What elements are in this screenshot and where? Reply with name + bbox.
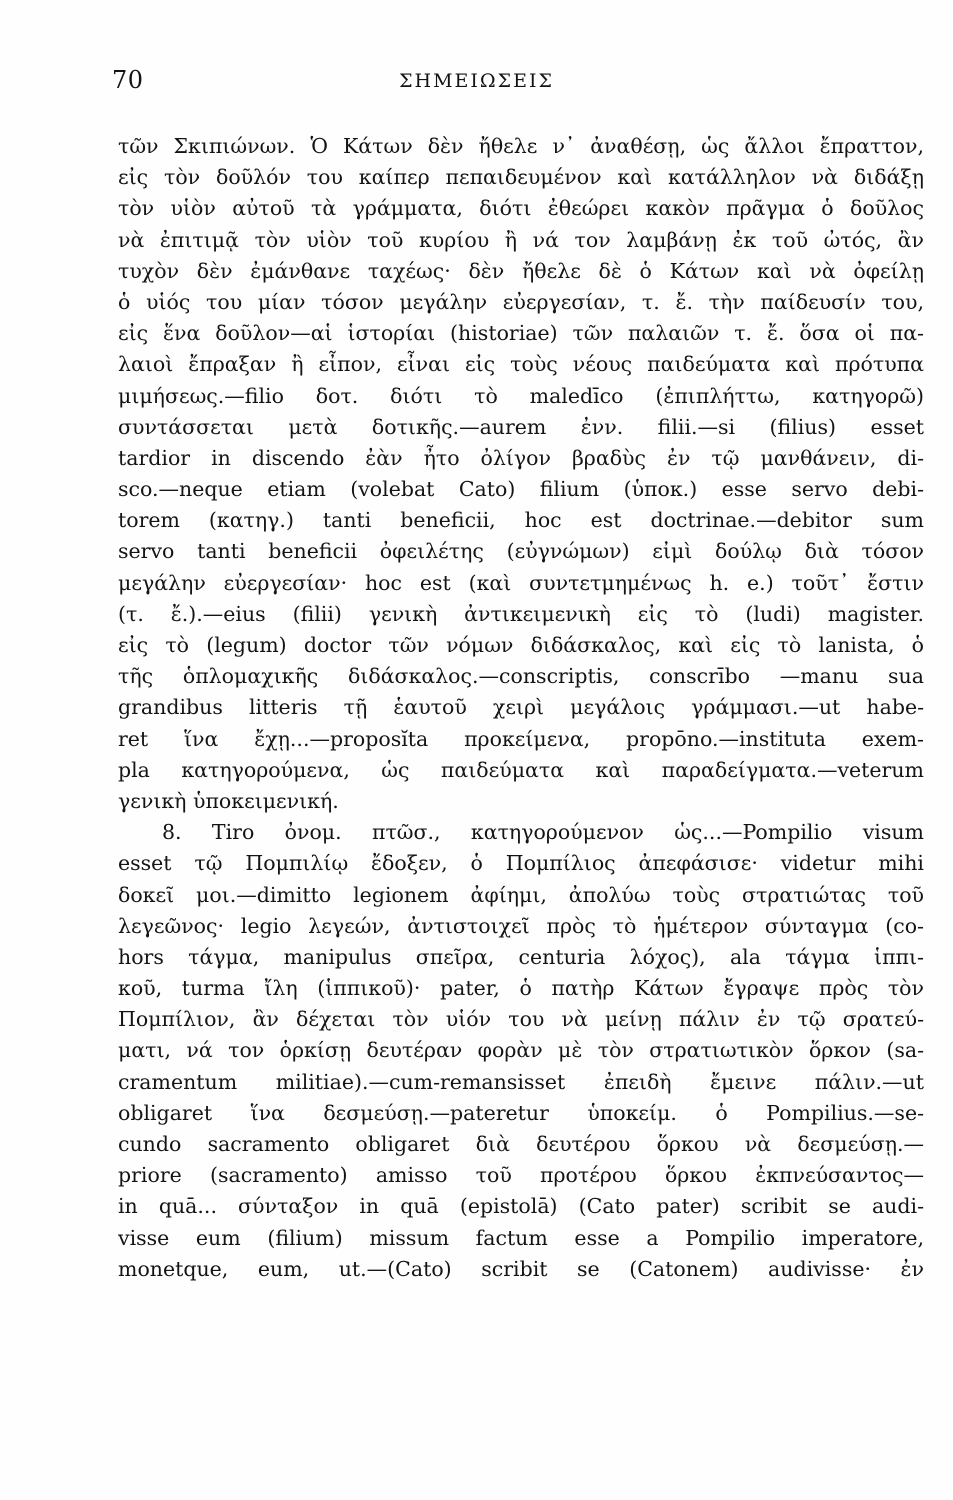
text-line: τυχὸν δὲν ἐμάνθανε ταχέως· δὲν ἤθελε δὲ ὁ Κάτων καὶ νὰ ὀφείλῃ xyxy=(118,258,924,283)
text-line: visse eum (filium) missum factum esse a Pompilio imperatore, xyxy=(118,1225,924,1250)
text-line: grandibus litteris τῇ ἑαυτοῦ χειρὶ μεγάλοις γράμμασι.—ut habe- xyxy=(118,695,924,720)
notes-body xyxy=(118,131,924,1285)
text-line: torem (κατηγ.) tanti beneficii, hoc est doctrinae.—debitor sum xyxy=(118,508,924,533)
text-line: τῆς ὁπλομαχικῆς διδάσκαλος.—conscriptis, conscrībo —manu sua xyxy=(118,664,924,689)
text-line: μεγάλην εὐεργεσίαν· hoc est (καὶ συντετμημένως h. e.) τοῦτ᾽ ἔστιν xyxy=(118,570,924,595)
text-line: hors τάγμα, manipulus σπεῖρα, centuria λόχος), ala τάγμα ἱππι- xyxy=(118,944,924,969)
text-line: cramentum militiae).—cum-remansisset ἐπειδὴ ἔμεινε πάλιν.—ut xyxy=(118,1069,924,1094)
text-line: servo tanti beneficii ὀφειλέτης (εὐγνώμων) εἰμὶ δούλῳ διὰ τόσον xyxy=(118,539,924,564)
text-line: εἰς τὸν δοῦλόν του καίπερ πεπαιδευμένον καὶ κατάλληλον νὰ διδάξῃ xyxy=(118,165,924,190)
text-line: συντάσσεται μετὰ δοτικῆς.—aurem ἐνν. filii.—si (filius) esset xyxy=(118,414,924,439)
text-line: pla κατηγορούμενα, ὡς παιδεύματα καὶ παραδείγματα.—veterum xyxy=(118,757,924,782)
text-line: τὸν υἱὸν αὐτοῦ τὰ γράμματα, διότι ἐθεώρει κακὸν πρᾶγμα ὁ δοῦλος xyxy=(118,196,924,221)
text-line: εἰς ἕνα δοῦλον—αἱ ἱστορίαι (historiae) τῶν παλαιῶν τ. ἔ. ὅσα οἱ πα- xyxy=(118,321,924,346)
text-line: cundo sacramento obligaret διὰ δευτέρου ὅρκου νὰ δεσμεύσῃ.— xyxy=(118,1132,924,1156)
text-line: δοκεῖ μοι.—dimitto legionem ἀφίημι, ἀπολύω τοὺς στρατιώτας τοῦ xyxy=(118,882,924,907)
text-line: ret ἵνα ἔχῃ...—proposĭta προκείμενα, propōno.—instituta exem- xyxy=(118,726,924,751)
text-line: obligaret ἵνα δεσμεύσῃ.—pateretur ὑποκείμ. ὁ Pompilius.—se- xyxy=(118,1100,924,1125)
text-line: monetque, eum, ut.—(Cato) scribit se (Catonem) audivisse· ἐν xyxy=(118,1256,924,1281)
text-line: μιμήσεως.—filio δοτ. διότι τὸ maledīco (ἐπιπλήττω, κατηγορῶ) xyxy=(118,383,924,408)
page-number: 70 xyxy=(112,66,144,94)
text-line: κοῦ, turma ἴλη (ἱππικοῦ)· pater, ὁ πατὴρ Κάτων ἔγραψε πρὸς τὸν xyxy=(118,976,924,1001)
running-head xyxy=(0,62,953,102)
paragraph-start-line: 8. Tiro ὀνομ. πτῶσ., κατηγορούμενον ὡς...—Pompilio visum xyxy=(162,820,924,845)
text-line: εἰς τὸ (legum) doctor τῶν νόμων διδάσκαλος, καὶ εἰς τὸ lanista, ὁ xyxy=(118,633,924,657)
text-line: λεγεῶνος· legio λεγεών, ἀντιστοιχεῖ πρὸς τὸ ἡμέτερον σύνταγμα (co- xyxy=(118,913,924,938)
text-line: sco.—neque etiam (volebat Cato) filium (ὑποκ.) esse servo debi- xyxy=(118,477,924,502)
text-line: λαιοὶ ἔπραξαν ἢ εἶπον, εἶναι εἰς τοὺς νέους παιδεύματα καὶ πρότυπα xyxy=(118,352,924,377)
text-line: tardior in discendo ἐὰν ἦτο ὀλίγον βραδὺς ἐν τῷ μανθάνειν, di- xyxy=(118,445,924,470)
text-line: (τ. ἔ.).—eius (filii) γενικὴ ἀντικειμενικὴ εἰς τὸ (ludi) magister. xyxy=(118,601,924,626)
text-line: νὰ ἐπιτιμᾷ τὸν υἱὸν τοῦ κυρίου ἢ νά τον λαμβάνῃ ἐκ τοῦ ὠτός, ἂν xyxy=(118,227,924,252)
text-line: esset τῷ Πομπιλίῳ ἔδοξεν, ὁ Πομπίλιος ἀπεφάσισε· videtur mihi xyxy=(118,851,924,876)
text-line: ὁ υἱός του μίαν τόσον μεγάλην εὐεργεσίαν, τ. ἔ. τὴν παίδευσίν του, xyxy=(118,289,924,314)
text-line: priore (sacramento) amisso τοῦ προτέρου ὅρκου ἐκπνεύσαντος— xyxy=(118,1163,924,1188)
text-line: γενικὴ ὑποκειμενική. xyxy=(118,788,339,813)
text-line: Πομπίλιον, ἂν δέχεται τὸν υἱόν του νὰ μείνῃ πάλιν ἐν τῷ σρατεύ- xyxy=(118,1007,924,1032)
text-line: τῶν Σκιπιώνων. Ὁ Κάτων δὲν ἤθελε ν᾽ ἀναθέσῃ, ὡς ἄλλοι ἔπραττον, xyxy=(118,134,924,158)
text-line: in quā... σύνταξον in quā (epistolā) (Cato pater) scribit se audi- xyxy=(118,1194,924,1219)
text-line: ματι, νά τον ὁρκίσῃ δευτέραν φορὰν μὲ τὸν στρατιωτικὸν ὅρκον (sa- xyxy=(118,1038,924,1063)
running-title: ΣΗΜΕΙΩΣΕΙΣ xyxy=(399,70,554,92)
